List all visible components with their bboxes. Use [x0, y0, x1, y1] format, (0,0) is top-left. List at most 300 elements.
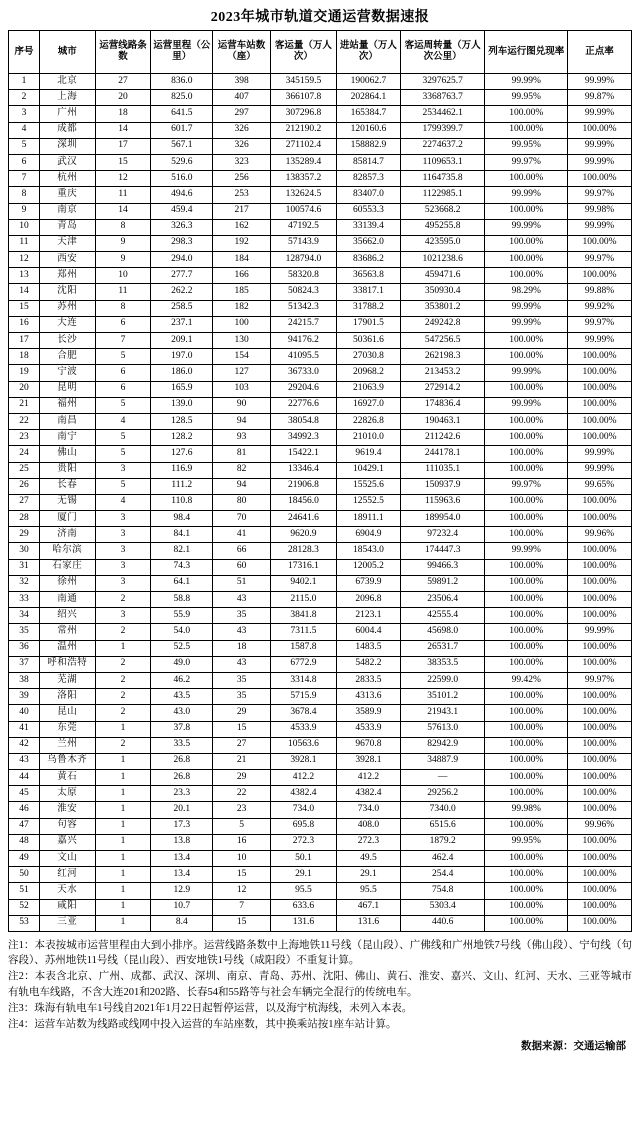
cell-entry-volume: 60553.3 — [336, 203, 400, 219]
cell-index: 50 — [9, 867, 40, 883]
cell-index: 27 — [9, 494, 40, 510]
cell-passenger-volume: 38054.8 — [270, 413, 336, 429]
cell-city: 武汉 — [39, 154, 95, 170]
cell-turnover: 3368763.7 — [400, 90, 485, 106]
cell-passenger-volume: 366107.8 — [270, 90, 336, 106]
cell-punctuality: 100.00% — [567, 834, 631, 850]
cell-mileage: 641.5 — [151, 106, 213, 122]
cell-punctuality: 100.00% — [567, 122, 631, 138]
table-row — [9, 834, 632, 850]
cell-city: 苏州 — [39, 300, 95, 316]
cell-city: 沈阳 — [39, 284, 95, 300]
cell-entry-volume: 190062.7 — [336, 74, 400, 90]
cell-mileage: 26.8 — [151, 753, 213, 769]
cell-entry-volume: 158882.9 — [336, 138, 400, 154]
cell-mileage: 237.1 — [151, 316, 213, 332]
cell-index: 2 — [9, 90, 40, 106]
cell-punctuality: 100.00% — [567, 851, 631, 867]
cell-schedule-fulfillment: 99.97% — [485, 154, 568, 170]
cell-mileage: 825.0 — [151, 90, 213, 106]
cell-punctuality: 100.00% — [567, 867, 631, 883]
cell-index: 29 — [9, 527, 40, 543]
cell-schedule-fulfillment: 100.00% — [485, 640, 568, 656]
cell-mileage: 55.9 — [151, 608, 213, 624]
cell-mileage: 12.9 — [151, 883, 213, 899]
cell-entry-volume: 15525.6 — [336, 478, 400, 494]
cell-punctuality: 99.99% — [567, 74, 631, 90]
cell-stations: 43 — [213, 656, 271, 672]
cell-turnover: 34887.9 — [400, 753, 485, 769]
cell-index: 3 — [9, 106, 40, 122]
cell-turnover: 754.8 — [400, 883, 485, 899]
table-row — [9, 915, 632, 931]
cell-entry-volume: 3589.9 — [336, 705, 400, 721]
cell-mileage: 10.7 — [151, 899, 213, 915]
cell-entry-volume: 9619.4 — [336, 446, 400, 462]
cell-turnover: 353801.2 — [400, 300, 485, 316]
cell-entry-volume: 10429.1 — [336, 462, 400, 478]
cell-schedule-fulfillment: 99.99% — [485, 219, 568, 235]
cell-entry-volume: 3928.1 — [336, 753, 400, 769]
cell-lines: 1 — [95, 899, 151, 915]
cell-schedule-fulfillment: 99.95% — [485, 834, 568, 850]
cell-lines: 8 — [95, 300, 151, 316]
cell-mileage: 64.1 — [151, 575, 213, 591]
cell-city: 黄石 — [39, 770, 95, 786]
cell-city: 厦门 — [39, 511, 95, 527]
cell-stations: 7 — [213, 899, 271, 915]
cell-lines: 9 — [95, 235, 151, 251]
table-row — [9, 624, 632, 640]
cell-passenger-volume: 135289.4 — [270, 154, 336, 170]
table-row — [9, 446, 632, 462]
cell-city: 哈尔滨 — [39, 543, 95, 559]
cell-stations: 130 — [213, 333, 271, 349]
cell-stations: 297 — [213, 106, 271, 122]
cell-entry-volume: 5482.2 — [336, 656, 400, 672]
cell-stations: 217 — [213, 203, 271, 219]
cell-lines: 3 — [95, 511, 151, 527]
cell-mileage: 43.5 — [151, 689, 213, 705]
cell-stations: 184 — [213, 252, 271, 268]
cell-lines: 3 — [95, 543, 151, 559]
cell-city: 石家庄 — [39, 559, 95, 575]
cell-punctuality: 100.00% — [567, 640, 631, 656]
cell-index: 41 — [9, 721, 40, 737]
cell-entry-volume: 22826.8 — [336, 413, 400, 429]
cell-stations: 51 — [213, 575, 271, 591]
cell-punctuality: 100.00% — [567, 802, 631, 818]
cell-passenger-volume: 24215.7 — [270, 316, 336, 332]
cell-stations: 100 — [213, 316, 271, 332]
table-row — [9, 721, 632, 737]
cell-schedule-fulfillment: 99.95% — [485, 138, 568, 154]
cell-punctuality: 100.00% — [567, 381, 631, 397]
cell-mileage: 601.7 — [151, 122, 213, 138]
cell-turnover: 97232.4 — [400, 527, 485, 543]
cell-entry-volume: 18543.0 — [336, 543, 400, 559]
cell-punctuality: 99.97% — [567, 187, 631, 203]
cell-lines: 11 — [95, 187, 151, 203]
cell-passenger-volume: 2115.0 — [270, 592, 336, 608]
cell-punctuality: 100.00% — [567, 575, 631, 591]
cell-entry-volume: 734.0 — [336, 802, 400, 818]
cell-city: 天津 — [39, 235, 95, 251]
page-title: 2023年城市轨道交通运营数据速报 — [210, 10, 430, 25]
cell-schedule-fulfillment: 100.00% — [485, 575, 568, 591]
table-row — [9, 608, 632, 624]
cell-passenger-volume: 29.1 — [270, 867, 336, 883]
cell-stations: 12 — [213, 883, 271, 899]
cell-mileage: 13.4 — [151, 867, 213, 883]
cell-mileage: 128.5 — [151, 413, 213, 429]
cell-punctuality: 100.00% — [567, 786, 631, 802]
cell-city: 句容 — [39, 818, 95, 834]
cell-lines: 1 — [95, 721, 151, 737]
cell-passenger-volume: 47192.5 — [270, 219, 336, 235]
cell-stations: 185 — [213, 284, 271, 300]
cell-stations: 35 — [213, 689, 271, 705]
cell-stations: 90 — [213, 397, 271, 413]
cell-city: 常州 — [39, 624, 95, 640]
cell-city: 天水 — [39, 883, 95, 899]
cell-stations: 23 — [213, 802, 271, 818]
cell-stations: 35 — [213, 608, 271, 624]
cell-mileage: 43.0 — [151, 705, 213, 721]
cell-stations: 326 — [213, 138, 271, 154]
cell-stations: 16 — [213, 834, 271, 850]
cell-entry-volume: 6004.4 — [336, 624, 400, 640]
cell-entry-volume: 36563.8 — [336, 268, 400, 284]
cell-passenger-volume: 28128.3 — [270, 543, 336, 559]
cell-entry-volume: 31788.2 — [336, 300, 400, 316]
cell-index: 26 — [9, 478, 40, 494]
cell-index: 48 — [9, 834, 40, 850]
cell-mileage: 326.3 — [151, 219, 213, 235]
cell-city: 大连 — [39, 316, 95, 332]
cell-stations: 10 — [213, 851, 271, 867]
cell-mileage: 20.1 — [151, 802, 213, 818]
cell-index: 43 — [9, 753, 40, 769]
cell-entry-volume: 272.3 — [336, 834, 400, 850]
cell-city: 杭州 — [39, 171, 95, 187]
cell-lines: 2 — [95, 672, 151, 688]
cell-stations: 29 — [213, 705, 271, 721]
cell-schedule-fulfillment: 100.00% — [485, 818, 568, 834]
cell-lines: 14 — [95, 122, 151, 138]
cell-mileage: 54.0 — [151, 624, 213, 640]
cell-passenger-volume: 212190.2 — [270, 122, 336, 138]
cell-entry-volume: 12552.5 — [336, 494, 400, 510]
cell-city: 济南 — [39, 527, 95, 543]
cell-punctuality: 100.00% — [567, 721, 631, 737]
cell-schedule-fulfillment: 99.99% — [485, 74, 568, 90]
cell-lines: 1 — [95, 818, 151, 834]
cell-punctuality: 99.99% — [567, 333, 631, 349]
cell-mileage: 128.2 — [151, 430, 213, 446]
cell-lines: 1 — [95, 786, 151, 802]
cell-index: 13 — [9, 268, 40, 284]
cell-entry-volume: 4382.4 — [336, 786, 400, 802]
cell-stations: 127 — [213, 365, 271, 381]
cell-punctuality: 99.99% — [567, 106, 631, 122]
table-row — [9, 203, 632, 219]
cell-index: 22 — [9, 413, 40, 429]
cell-stations: 29 — [213, 770, 271, 786]
cell-index: 37 — [9, 656, 40, 672]
cell-turnover: 59891.2 — [400, 575, 485, 591]
cell-mileage: 494.6 — [151, 187, 213, 203]
cell-passenger-volume: 10563.6 — [270, 737, 336, 753]
table-row — [9, 300, 632, 316]
cell-entry-volume: 202864.1 — [336, 90, 400, 106]
table-row — [9, 235, 632, 251]
cell-city: 洛阳 — [39, 689, 95, 705]
cell-turnover: 249242.8 — [400, 316, 485, 332]
column-header-schedule-fulfillment: 列车运行图兑现率 — [485, 31, 568, 74]
cell-punctuality: 99.97% — [567, 316, 631, 332]
cell-mileage: 262.2 — [151, 284, 213, 300]
cell-index: 11 — [9, 235, 40, 251]
cell-city: 昆山 — [39, 705, 95, 721]
cell-entry-volume: 18911.1 — [336, 511, 400, 527]
cell-stations: 27 — [213, 737, 271, 753]
cell-turnover: 35101.2 — [400, 689, 485, 705]
cell-mileage: 116.9 — [151, 462, 213, 478]
table-row — [9, 154, 632, 170]
table-row — [9, 559, 632, 575]
cell-entry-volume: 83407.0 — [336, 187, 400, 203]
cell-index: 19 — [9, 365, 40, 381]
cell-mileage: 277.7 — [151, 268, 213, 284]
cell-turnover: 262198.3 — [400, 349, 485, 365]
column-header-stations: 运营车站数（座） — [213, 31, 271, 74]
cell-city: 福州 — [39, 397, 95, 413]
cell-schedule-fulfillment: 100.00% — [485, 413, 568, 429]
cell-mileage: 58.8 — [151, 592, 213, 608]
cell-punctuality: 100.00% — [567, 705, 631, 721]
cell-passenger-volume: 41095.5 — [270, 349, 336, 365]
table-header — [9, 31, 632, 74]
table-row — [9, 770, 632, 786]
cell-schedule-fulfillment: 100.00% — [485, 737, 568, 753]
cell-index: 14 — [9, 284, 40, 300]
cell-schedule-fulfillment: 100.00% — [485, 446, 568, 462]
cell-passenger-volume: 21906.8 — [270, 478, 336, 494]
cell-entry-volume: 21063.9 — [336, 381, 400, 397]
cell-passenger-volume: 272.3 — [270, 834, 336, 850]
table-row — [9, 413, 632, 429]
cell-turnover: 1799399.7 — [400, 122, 485, 138]
cell-passenger-volume: 412.2 — [270, 770, 336, 786]
cell-city: 芜湖 — [39, 672, 95, 688]
cell-city: 绍兴 — [39, 608, 95, 624]
cell-turnover: 174836.4 — [400, 397, 485, 413]
cell-index: 9 — [9, 203, 40, 219]
cell-entry-volume: 50361.6 — [336, 333, 400, 349]
cell-lines: 1 — [95, 770, 151, 786]
cell-lines: 5 — [95, 349, 151, 365]
cell-passenger-volume: 5715.9 — [270, 689, 336, 705]
cell-mileage: 17.3 — [151, 818, 213, 834]
cell-schedule-fulfillment: 99.42% — [485, 672, 568, 688]
cell-index: 45 — [9, 786, 40, 802]
cell-turnover: 1879.2 — [400, 834, 485, 850]
cell-lines: 1 — [95, 753, 151, 769]
cell-index: 44 — [9, 770, 40, 786]
cell-punctuality: 100.00% — [567, 915, 631, 931]
cell-index: 18 — [9, 349, 40, 365]
cell-punctuality: 100.00% — [567, 899, 631, 915]
cell-schedule-fulfillment: 100.00% — [485, 624, 568, 640]
cell-city: 佛山 — [39, 446, 95, 462]
cell-turnover: 495255.8 — [400, 219, 485, 235]
cell-lines: 7 — [95, 333, 151, 349]
cell-mileage: 139.0 — [151, 397, 213, 413]
cell-turnover: 211242.6 — [400, 430, 485, 446]
cell-stations: 43 — [213, 592, 271, 608]
cell-punctuality: 99.97% — [567, 672, 631, 688]
cell-schedule-fulfillment: 100.00% — [485, 203, 568, 219]
cell-turnover: 29256.2 — [400, 786, 485, 802]
table-row — [9, 430, 632, 446]
cell-schedule-fulfillment: 100.00% — [485, 689, 568, 705]
cell-schedule-fulfillment: 100.00% — [485, 559, 568, 575]
table-row — [9, 705, 632, 721]
cell-entry-volume: 29.1 — [336, 867, 400, 883]
cell-passenger-volume: 95.5 — [270, 883, 336, 899]
cell-schedule-fulfillment: 100.00% — [485, 252, 568, 268]
cell-lines: 5 — [95, 446, 151, 462]
table-header-row — [9, 31, 632, 74]
cell-stations: 407 — [213, 90, 271, 106]
cell-entry-volume: 95.5 — [336, 883, 400, 899]
cell-entry-volume: 49.5 — [336, 851, 400, 867]
cell-turnover: 111035.1 — [400, 462, 485, 478]
cell-mileage: 82.1 — [151, 543, 213, 559]
cell-passenger-volume: 22776.6 — [270, 397, 336, 413]
cell-index: 12 — [9, 252, 40, 268]
cell-entry-volume: 131.6 — [336, 915, 400, 931]
cell-turnover: 2274637.2 — [400, 138, 485, 154]
cell-punctuality: 100.00% — [567, 543, 631, 559]
cell-index: 52 — [9, 899, 40, 915]
cell-punctuality: 99.96% — [567, 818, 631, 834]
table-row — [9, 786, 632, 802]
cell-city: 宁波 — [39, 365, 95, 381]
cell-lines: 20 — [95, 90, 151, 106]
cell-lines: 2 — [95, 689, 151, 705]
cell-turnover: 174447.3 — [400, 543, 485, 559]
cell-mileage: 110.8 — [151, 494, 213, 510]
table-row — [9, 511, 632, 527]
cell-punctuality: 100.00% — [567, 235, 631, 251]
cell-schedule-fulfillment: 100.00% — [485, 770, 568, 786]
cell-turnover: 547256.5 — [400, 333, 485, 349]
cell-punctuality: 100.00% — [567, 883, 631, 899]
cell-turnover: 22599.0 — [400, 672, 485, 688]
cell-punctuality: 100.00% — [567, 511, 631, 527]
cell-mileage: 49.0 — [151, 656, 213, 672]
cell-schedule-fulfillment: 100.00% — [485, 883, 568, 899]
table-row — [9, 316, 632, 332]
cell-lines: 1 — [95, 640, 151, 656]
cell-turnover: 5303.4 — [400, 899, 485, 915]
column-header-mileage: 运营里程（公里） — [151, 31, 213, 74]
table-row — [9, 397, 632, 413]
cell-lines: 8 — [95, 219, 151, 235]
cell-city: 咸阳 — [39, 899, 95, 915]
cell-lines: 2 — [95, 705, 151, 721]
cell-entry-volume: 408.0 — [336, 818, 400, 834]
cell-city: 昆明 — [39, 381, 95, 397]
cell-turnover: 440.6 — [400, 915, 485, 931]
cell-punctuality: 100.00% — [567, 770, 631, 786]
table-row — [9, 365, 632, 381]
cell-city: 东莞 — [39, 721, 95, 737]
table-row — [9, 851, 632, 867]
table-row — [9, 349, 632, 365]
cell-lines: 12 — [95, 171, 151, 187]
cell-city: 徐州 — [39, 575, 95, 591]
column-header-passenger-volume: 客运量（万人次） — [270, 31, 336, 74]
cell-mileage: 74.3 — [151, 559, 213, 575]
cell-punctuality: 100.00% — [567, 753, 631, 769]
cell-index: 16 — [9, 316, 40, 332]
cell-schedule-fulfillment: 100.00% — [485, 867, 568, 883]
cell-mileage: 23.3 — [151, 786, 213, 802]
cell-stations: 182 — [213, 300, 271, 316]
cell-turnover: 1021238.6 — [400, 252, 485, 268]
cell-passenger-volume: 132624.5 — [270, 187, 336, 203]
cell-turnover: 115963.6 — [400, 494, 485, 510]
table-row — [9, 689, 632, 705]
cell-stations: 15 — [213, 721, 271, 737]
cell-schedule-fulfillment: 100.00% — [485, 608, 568, 624]
cell-city: 广州 — [39, 106, 95, 122]
cell-stations: 162 — [213, 219, 271, 235]
table-row — [9, 802, 632, 818]
cell-city: 无锡 — [39, 494, 95, 510]
cell-punctuality: 100.00% — [567, 413, 631, 429]
cell-passenger-volume: 17316.1 — [270, 559, 336, 575]
table-row — [9, 219, 632, 235]
cell-passenger-volume: 3314.8 — [270, 672, 336, 688]
cell-schedule-fulfillment: 100.00% — [485, 592, 568, 608]
cell-passenger-volume: 34992.3 — [270, 430, 336, 446]
cell-stations: 398 — [213, 74, 271, 90]
cell-schedule-fulfillment: 100.00% — [485, 106, 568, 122]
cell-turnover: 189954.0 — [400, 511, 485, 527]
cell-schedule-fulfillment: 100.00% — [485, 462, 568, 478]
table-row — [9, 284, 632, 300]
cell-passenger-volume: 128794.0 — [270, 252, 336, 268]
table-row — [9, 753, 632, 769]
cell-index: 31 — [9, 559, 40, 575]
cell-stations: 253 — [213, 187, 271, 203]
cell-mileage: 26.8 — [151, 770, 213, 786]
column-header-punctuality: 正点率 — [567, 31, 631, 74]
cell-city: 淮安 — [39, 802, 95, 818]
cell-stations: 21 — [213, 753, 271, 769]
table-row — [9, 478, 632, 494]
cell-stations: 80 — [213, 494, 271, 510]
cell-turnover: 423595.0 — [400, 235, 485, 251]
cell-stations: 43 — [213, 624, 271, 640]
cell-lines: 15 — [95, 154, 151, 170]
cell-schedule-fulfillment: 99.99% — [485, 187, 568, 203]
cell-city: 成都 — [39, 122, 95, 138]
